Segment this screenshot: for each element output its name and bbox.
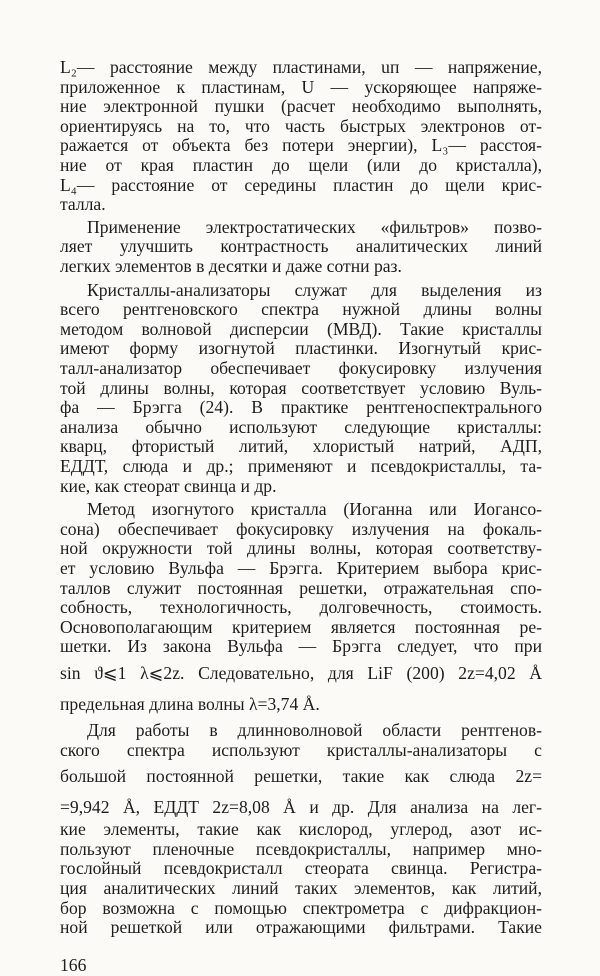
text-line: всего рентгеновского спектра нужной длины волны — [60, 300, 542, 320]
formula-line: sin ϑ⩽1 λ⩽2z. Следовательно, для LiF (200) 2z=4,02 Å — [60, 663, 542, 683]
text-line: имеют форму изогнутой пластинки. Изогнутый крис- — [60, 339, 542, 359]
text-line: Метод изогнутого кристалла (Иоганна или Иогансо- — [87, 500, 542, 520]
text-line: ского спектра используют кристаллы-анализаторы с — [60, 740, 542, 760]
text-line: ориентируясь на то, что часть быстрых электронов от- — [60, 116, 542, 136]
text-line: ной окружности той длины волны, которая соответству- — [60, 539, 542, 559]
text-line: той длины волны, которая соответствует условию Вуль- — [60, 378, 542, 398]
text-line: кварц, фтористый литий, хлористый натрий, АДП, — [60, 437, 542, 457]
text-line: анализа обычно используют следующие кристаллы: — [60, 417, 542, 437]
text-line: Применение электростатических «фильтров» позво- — [87, 217, 542, 237]
text-line: приложенное к пластинам, U — ускоряющее напряже- — [60, 77, 542, 97]
text-line: гослойный псевдокристалл стеората свинца. Регистра- — [60, 859, 542, 879]
text-line: ние от края пластин до щели (или до кристалла), — [60, 156, 542, 175]
page-number: 166 — [60, 954, 87, 975]
formula-line: предельная длина волны λ=3,74 Å. — [60, 694, 320, 714]
text-line: шетки. Из закона Вульфа — Брэгга следует, что при — [60, 637, 542, 657]
text-line: талла. — [60, 195, 106, 215]
text-line: ражается от объекта без потери энергии), L₃— расстоя- — [60, 136, 542, 156]
text-line: ет условию Вульфа — Брэгга. Критерием выбора крис- — [60, 559, 542, 578]
text-line: =9,942 Å, ЕДДТ 2z=8,08 Å и др. Для анализа на лег- — [60, 797, 542, 818]
text-line: Для работы в длинноволновой области рентгенов- — [87, 721, 542, 740]
text-line: таллов служит постоянная решетки, отражательная спо- — [60, 578, 542, 598]
text-line: ной решеткой или отражающими фильтрами. Такие — [60, 918, 542, 938]
text-line: фа — Брэгга (24). В практике рентгеноспектрального — [60, 398, 542, 418]
text-line: Основополагающим критерием является постоянная ре- — [60, 617, 542, 637]
text-line: L₂— расстояние между пластинами, uп — напряжение, — [60, 58, 542, 77]
text-line: L₄— расстояние от середины пластин до щели крис- — [60, 175, 542, 195]
text-line: собность, технологичность, долговечность, стоимость. — [60, 598, 542, 618]
text-line: талл-анализатор обеспечивает фокусировку излучения — [60, 359, 542, 378]
text-line: пользуют пленочные псевдокристаллы, например мно- — [60, 839, 542, 859]
text-line: методом волновой дисперсии (МВД). Такие кристаллы — [60, 319, 542, 339]
text-line: кие элементы, такие как кислород, углерод, азот ис- — [60, 820, 542, 840]
text-line: кие, как стеорат свинца и др. — [60, 476, 277, 496]
text-line: Кристаллы-анализаторы служат для выделения из — [87, 280, 542, 300]
text-line: бор возможна с помощью спектрометра с дифракцион- — [60, 898, 542, 918]
text-line: легких элементов в десятки и даже сотни раз. — [60, 257, 402, 276]
text-line: сона) обеспечивает фокусировку излучения на фокаль- — [60, 519, 542, 539]
text-line: большой постоянной решетки, такие как слюда 2z= — [60, 766, 542, 787]
text-line: ляет улучшить контрастность аналитических линий — [60, 237, 542, 257]
text-line: ние электронной пушки (расчет необходимо выполнять, — [60, 97, 542, 117]
text-line: ция аналитических линий таких элементов, как литий, — [60, 879, 542, 898]
text-line: ЕДДТ, слюда и др.; применяют и псевдокристаллы, та- — [60, 457, 542, 476]
